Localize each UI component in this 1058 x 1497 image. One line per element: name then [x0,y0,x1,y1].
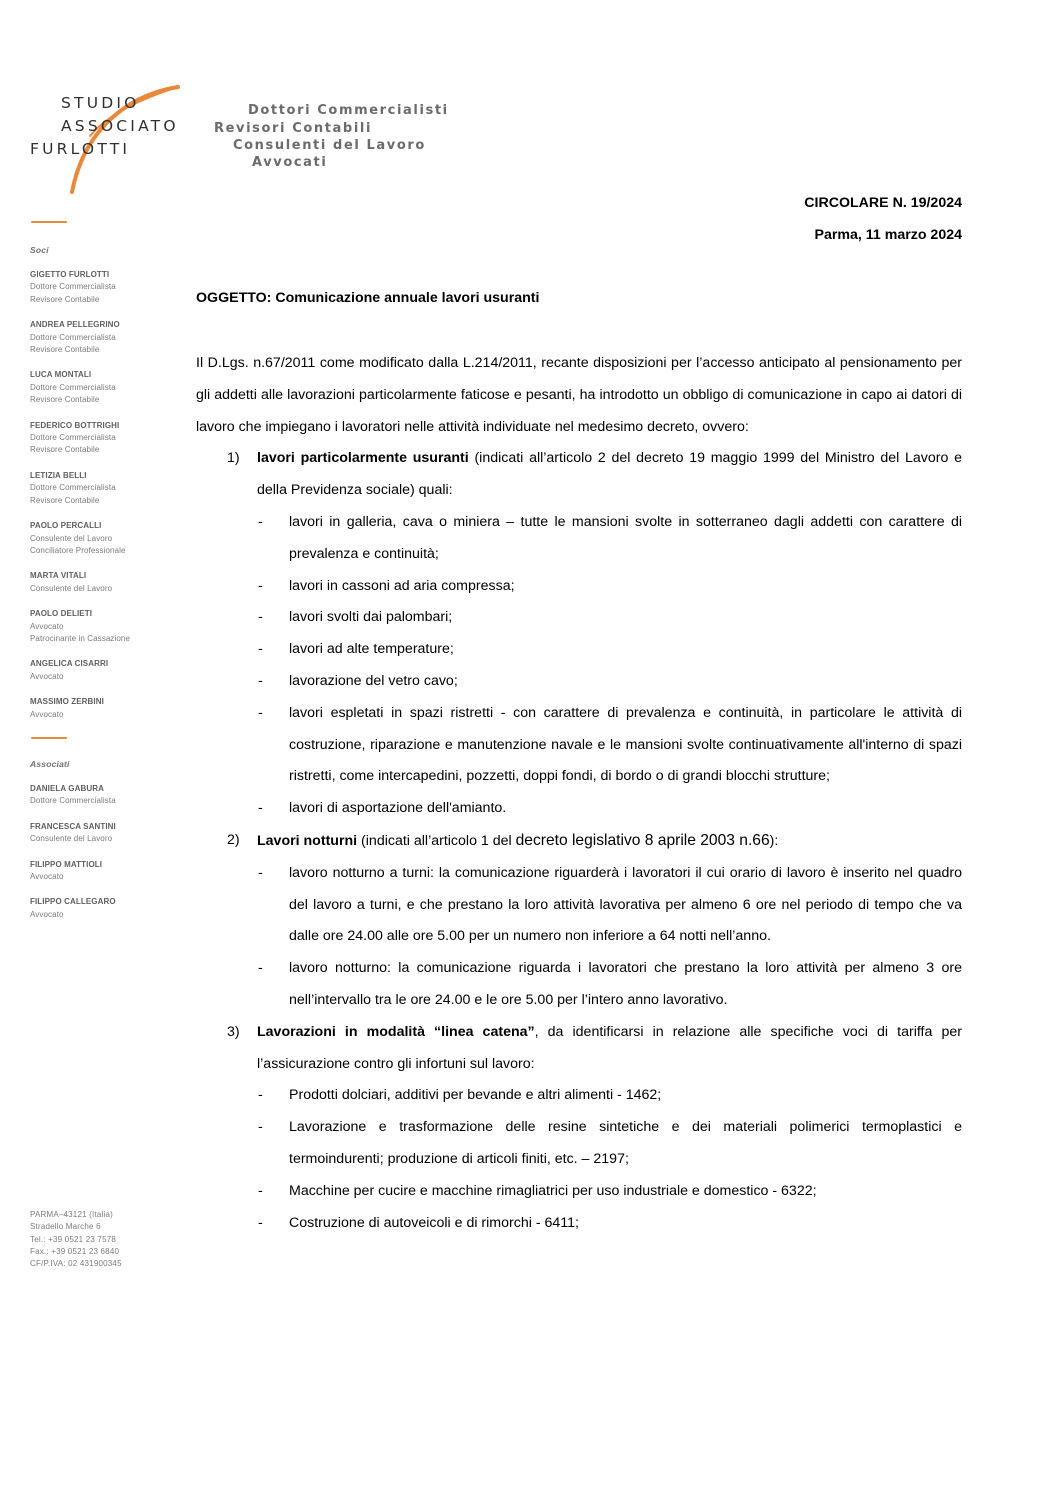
dash-bullet-icon: - [258,960,263,977]
member-entry [30,369,180,406]
member-name: LUCA MONTALI [30,370,92,380]
bullet-text: lavori di asportazione dell'amianto. [289,800,507,817]
bullet-item [257,953,962,1017]
address-line: CF/P.IVA: 02 431900345 [30,1259,122,1269]
address-line: Fax.: +39 0521 23 6840 [30,1246,120,1256]
member-entry [30,658,180,683]
item-text: (indicati all’articolo 1 del [357,832,516,849]
bullet-text: Lavorazione e trasformazione delle resine sintetiche e dei materiali polimerici termoplastici e termoindurenti; produzione di articoli finiti, etc. – 2197; [289,1119,962,1167]
item-heading [257,1017,962,1081]
bullet-item [257,666,962,698]
office-address [30,1209,122,1270]
member-entry [30,821,180,846]
member-role: Dottore Commercialista [30,382,116,392]
logo-line-associato: ASSOCIATO [61,117,179,135]
associati-title: Associati [30,758,70,769]
member-name: MARTA VITALI [30,571,87,581]
bullet-text: lavorazione del vetro cavo; [289,672,458,689]
bullet-list [257,858,962,1017]
subject-line [196,290,539,306]
dash-bullet-icon: - [258,577,263,594]
bullet-text: Macchine per cucire e macchine rimagliatrici per uso industriale e domestico - 6322; [289,1182,817,1199]
numbered-list [196,443,962,1239]
dash-bullet-icon: - [258,800,263,817]
member-role: Revisore Contabile [30,495,100,505]
member-entry [30,896,180,921]
dash-bullet-icon: - [258,704,263,721]
member-role: Avvocato [30,909,64,919]
bullet-item [257,1080,962,1112]
circolare-number: CIRCOLARE N. 19/2024 [804,195,962,211]
member-name: PAOLO DELIETI [30,609,93,619]
profession-label: Avvocati [252,155,328,170]
member-name: FEDERICO BOTTRIGHI [30,420,120,430]
member-role: Avvocato [30,709,64,719]
member-role: Dottore Commercialista [30,282,116,292]
item-title: Lavori notturni [257,832,358,849]
address-line: PARMA–43121 (Italia) [30,1210,113,1219]
numbered-item [196,1017,962,1240]
member-entry [30,420,180,457]
item-title: lavori particolarmente usuranti [257,450,469,467]
dash-bullet-icon: - [258,1119,263,1136]
member-role: Dottore Commercialista [30,483,116,493]
logo-line-studio: STUDIO [61,94,140,112]
dash-bullet-icon: - [258,1182,263,1199]
bullet-item [257,698,962,793]
bullet-text: lavori espletati in spazi ristretti - con carattere di prevalenza e continuità, in particolare le attività di costruzione, riparazione e manutenzione navale e le mansioni svolte continuativamente all'interno di spazi ristretti, come intercapedini, pozzetti, doppi fondi, di bordo o di grandi blocchi strutture; [289,704,962,785]
member-role: Dottore Commercialista [30,332,116,342]
member-role: Avvocato [30,671,64,681]
member-name: FRANCESCA SANTINI [30,821,116,831]
member-entry [30,570,180,595]
member-name: LETIZIA BELLI [30,470,87,480]
member-name: ANDREA PELLEGRINO [30,320,120,330]
profession-label: Dottori Commercialisti [248,103,449,118]
bullet-text: lavoro notturno: la comunicazione riguarda i lavoratori che prestano la loro attività per almeno 3 ore nell’intervallo tra le ore 24.00 e le ore 5.00 per l’intero anno lavorativo. [289,960,962,1008]
member-name: ANGELICA CISARRI [30,659,109,669]
member-name: GIGETTO FURLOTTI [30,270,110,279]
member-role: Revisore Contabile [30,294,100,304]
item-text: , da identificarsi in relazione alle specifiche voci di tariffa per l’assicurazione contro gli infortuni sul lavoro: [257,1023,962,1072]
address-line: Tel.: +39 0521 23 7578 [30,1234,117,1244]
bullet-item [257,793,962,825]
item-heading [257,443,962,507]
member-role: Dottore Commercialista [30,433,116,443]
member-name: DANIELA GABURA [30,783,104,793]
member-role: Consulente del Lavoro [30,583,113,593]
member-role: Revisore Contabile [30,445,100,455]
member-entry [30,859,180,884]
bullet-item [257,1176,962,1208]
member-entry [30,319,180,356]
bullet-text: lavori ad alte temperature; [289,641,454,658]
dash-bullet-icon: - [258,641,263,658]
member-role: Consulente del Lavoro [30,834,113,844]
item-text-tail: ): [769,832,779,849]
dash-bullet-icon: - [258,1087,263,1104]
bullet-item [257,858,962,953]
dash-bullet-icon: - [258,513,263,530]
member-role: Dottore Commercialista [30,796,116,806]
member-name: FILIPPO CALLEGARO [30,897,116,907]
bullet-list [257,1080,962,1239]
profession-label: Consulenti del Lavoro [233,138,426,153]
document-text [196,348,962,1239]
bullet-text: Costruzione di autoveicoli e di rimorchi - 6411; [289,1214,579,1231]
bullet-text: lavori svolti dai palombari; [289,609,453,626]
bullet-text: lavori in galleria, cava o miniera – tutte le mansioni svolte in sotterraneo dagli addetti con carattere di prevalenza e continuità; [289,513,962,562]
member-name: MASSIMO ZERBINI [30,697,104,707]
bullet-text: Prodotti dolciari, additivi per bevande e altri alimenti - 1462; [289,1087,662,1104]
member-role: Avvocato [30,621,64,631]
member-entry [30,696,180,721]
intro-paragraph: Il D.Lgs. n.67/2011 come modificato dalla L.214/2011, recante disposizioni per l’accesso anticipato al pensionamento per gli addetti alle lavorazioni particolarmente faticose e pesanti, ha introdotto un obbligo di comunicazione in capo ai datori di lavoro che impiegano i lavoratori nelle attività individuate nel medesimo decreto, ovvero: [196,355,962,435]
member-role: Revisore Contabile [30,345,100,355]
soci-list [30,269,180,721]
member-role: Avvocato [30,872,64,881]
bullet-item [257,602,962,634]
sidebar-divider [31,221,67,223]
member-entry [30,470,180,507]
dash-bullet-icon: - [258,1214,263,1231]
studio-logo [28,84,188,234]
bullet-text: lavoro notturno a turni: la comunicazione riguarderà i lavoratori il cui orario di lavoro è inserito nel quadro del lavoro a turni, e che prestano la loro attività lavorativa per almeno 6 ore nel periodo di tempo che va dalle ore 24.00 alle ore 5.00 per un numero non inferiore a 64 notti nell’anno. [289,864,962,945]
item-title: Lavorazioni in modalità “linea catena” [257,1023,535,1040]
dash-bullet-icon: - [258,609,263,626]
bullet-item [257,507,962,571]
bullet-text: lavori in cassoni ad aria compressa; [289,577,515,594]
member-entry [30,783,180,808]
bullet-item [257,1112,962,1176]
member-entry [30,608,180,645]
item-heading [257,825,962,858]
member-role: Patrocinante in Cassazione [30,633,130,643]
profession-label: Revisori Contabili [214,121,373,136]
bullet-item [257,634,962,666]
bullet-item [257,571,962,603]
numbered-item [196,825,962,1017]
circolare-date: Parma, 11 marzo 2024 [814,227,962,243]
soci-title: Soci [30,245,49,255]
bullet-list [257,507,962,825]
item-text: (indicati all’articolo 2 del decreto 19 maggio 1999 del Ministro del Lavoro e della Previdenza sociale) quali: [257,450,962,499]
bullet-item [257,1208,962,1240]
item-text-reference: decreto legislativo 8 aprile 2003 n.66 [515,831,770,849]
dash-bullet-icon: - [258,864,263,881]
member-role: Consulente del Lavoro [30,533,113,543]
item-number: 3) [227,1023,240,1040]
subject-text: Comunicazione annuale lavori usuranti [271,290,540,306]
member-entry [30,269,180,306]
dash-bullet-icon: - [258,672,263,689]
subject-label: OGGETTO: [196,290,272,306]
item-number: 1) [227,450,240,467]
sidebar-divider [31,737,67,739]
member-name: PAOLO PERCALLI [30,521,102,531]
numbered-item [196,443,962,825]
member-role: Revisore Contabile [30,395,100,405]
member-role: Conciliatore Professionale [30,545,126,555]
member-name: FILIPPO MATTIOLI [30,859,103,869]
logo-line-furlotti: FURLOTTI [30,140,131,158]
sidebar [30,214,180,934]
associati-list [30,783,180,921]
item-number: 2) [227,831,240,848]
member-entry [30,520,180,557]
address-line: Stradello Marche 6 [30,1222,101,1232]
